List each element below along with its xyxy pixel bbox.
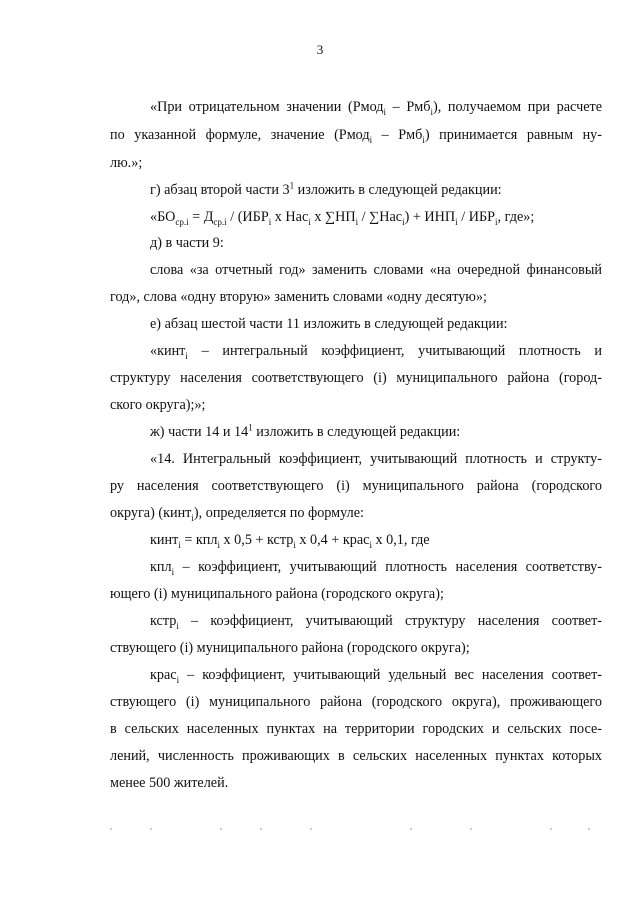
text-line-14: «14. Интегральный коэффициент, учитывающий плотность и структу- — [150, 451, 602, 467]
text-line-11: структуру населения соответствующего (i) муниципального района (город- — [110, 370, 602, 386]
text-line-25: лений, численность проживающих в сельских населенных пунктах которых — [110, 748, 602, 764]
text-line-19: ющего (i) муниципального района (городского округа); — [110, 586, 444, 602]
text-line-15: ру населения соответствующего (i) муниципального района (городского — [110, 478, 602, 494]
text-line-1: «При отрицательном значении (Рмод$_i$ – Рмб$_i$), получаемом при расчете — [150, 99, 602, 117]
text-line-2: по указанной формуле, значение (Рмод$_i$ – Рмб$_i$) принимается равным ну- — [110, 127, 603, 145]
text-line-20: кстр$_i$ – коэффициент, учитывающий структуру населения соответ- — [150, 613, 602, 631]
text-line-4: г) абзац второй части $3^1$ изложить в следующей редакции: — [150, 180, 502, 198]
text-line-7: слова «за отчетный год» заменить словами «на очередной финансовый — [150, 262, 602, 278]
text-line-3: лю.»; — [110, 155, 143, 171]
text-line-16: округа) (кинт$_i$), определяется по формуле: — [110, 505, 364, 523]
text-line-22: крас$_i$ – коэффициент, учитывающий удельный вес населения соответ- — [150, 667, 602, 685]
text-line-24: в сельских населенных пунктах на территории городских и сельских посе- — [110, 721, 602, 737]
text-line-12: ского округа);»; — [110, 397, 206, 413]
formula-bo: «$БО_{ср.i} = Д_{ср.i} / (ИБР_i$ х Нас$_i$ х $\sum НП_i / \sum Нас_i) + ИНП_i / ИБР_i$, где»; — [150, 209, 535, 227]
text-line-23: ствующего (i) муниципального района (городского округа), проживающего — [110, 694, 602, 710]
text-line-8: год», слова «одну вторую» заменить словами «одну десятую»; — [110, 289, 487, 305]
text-line-13: ж) части 14 и $14^1$ изложить в следующей редакции: — [150, 422, 461, 440]
page-number: 3 — [316, 42, 324, 57]
text-line-26: менее 500 жителей. — [110, 775, 229, 791]
text-line-18: кпл$_i$ – коэффициент, учитывающий плотность населения соответству- — [150, 559, 602, 577]
text-line-9: е) абзац шестой части 11 изложить в следующей редакции: — [150, 316, 508, 332]
text-line-10: «кинт$_i$ – интегральный коэффициент, учитывающий плотность и — [150, 343, 602, 361]
text-line-21: ствующего (i) муниципального района (городского округа); — [110, 640, 470, 656]
text-line-6: д) в части 9: — [150, 235, 224, 251]
scan-artifact-dots — [110, 828, 590, 834]
formula-kint: кинт$_i$ = кпл$_i$ х 0,5 + кстр$_i$ х 0,4 + крас$_i$ х 0,1, где — [150, 532, 430, 550]
